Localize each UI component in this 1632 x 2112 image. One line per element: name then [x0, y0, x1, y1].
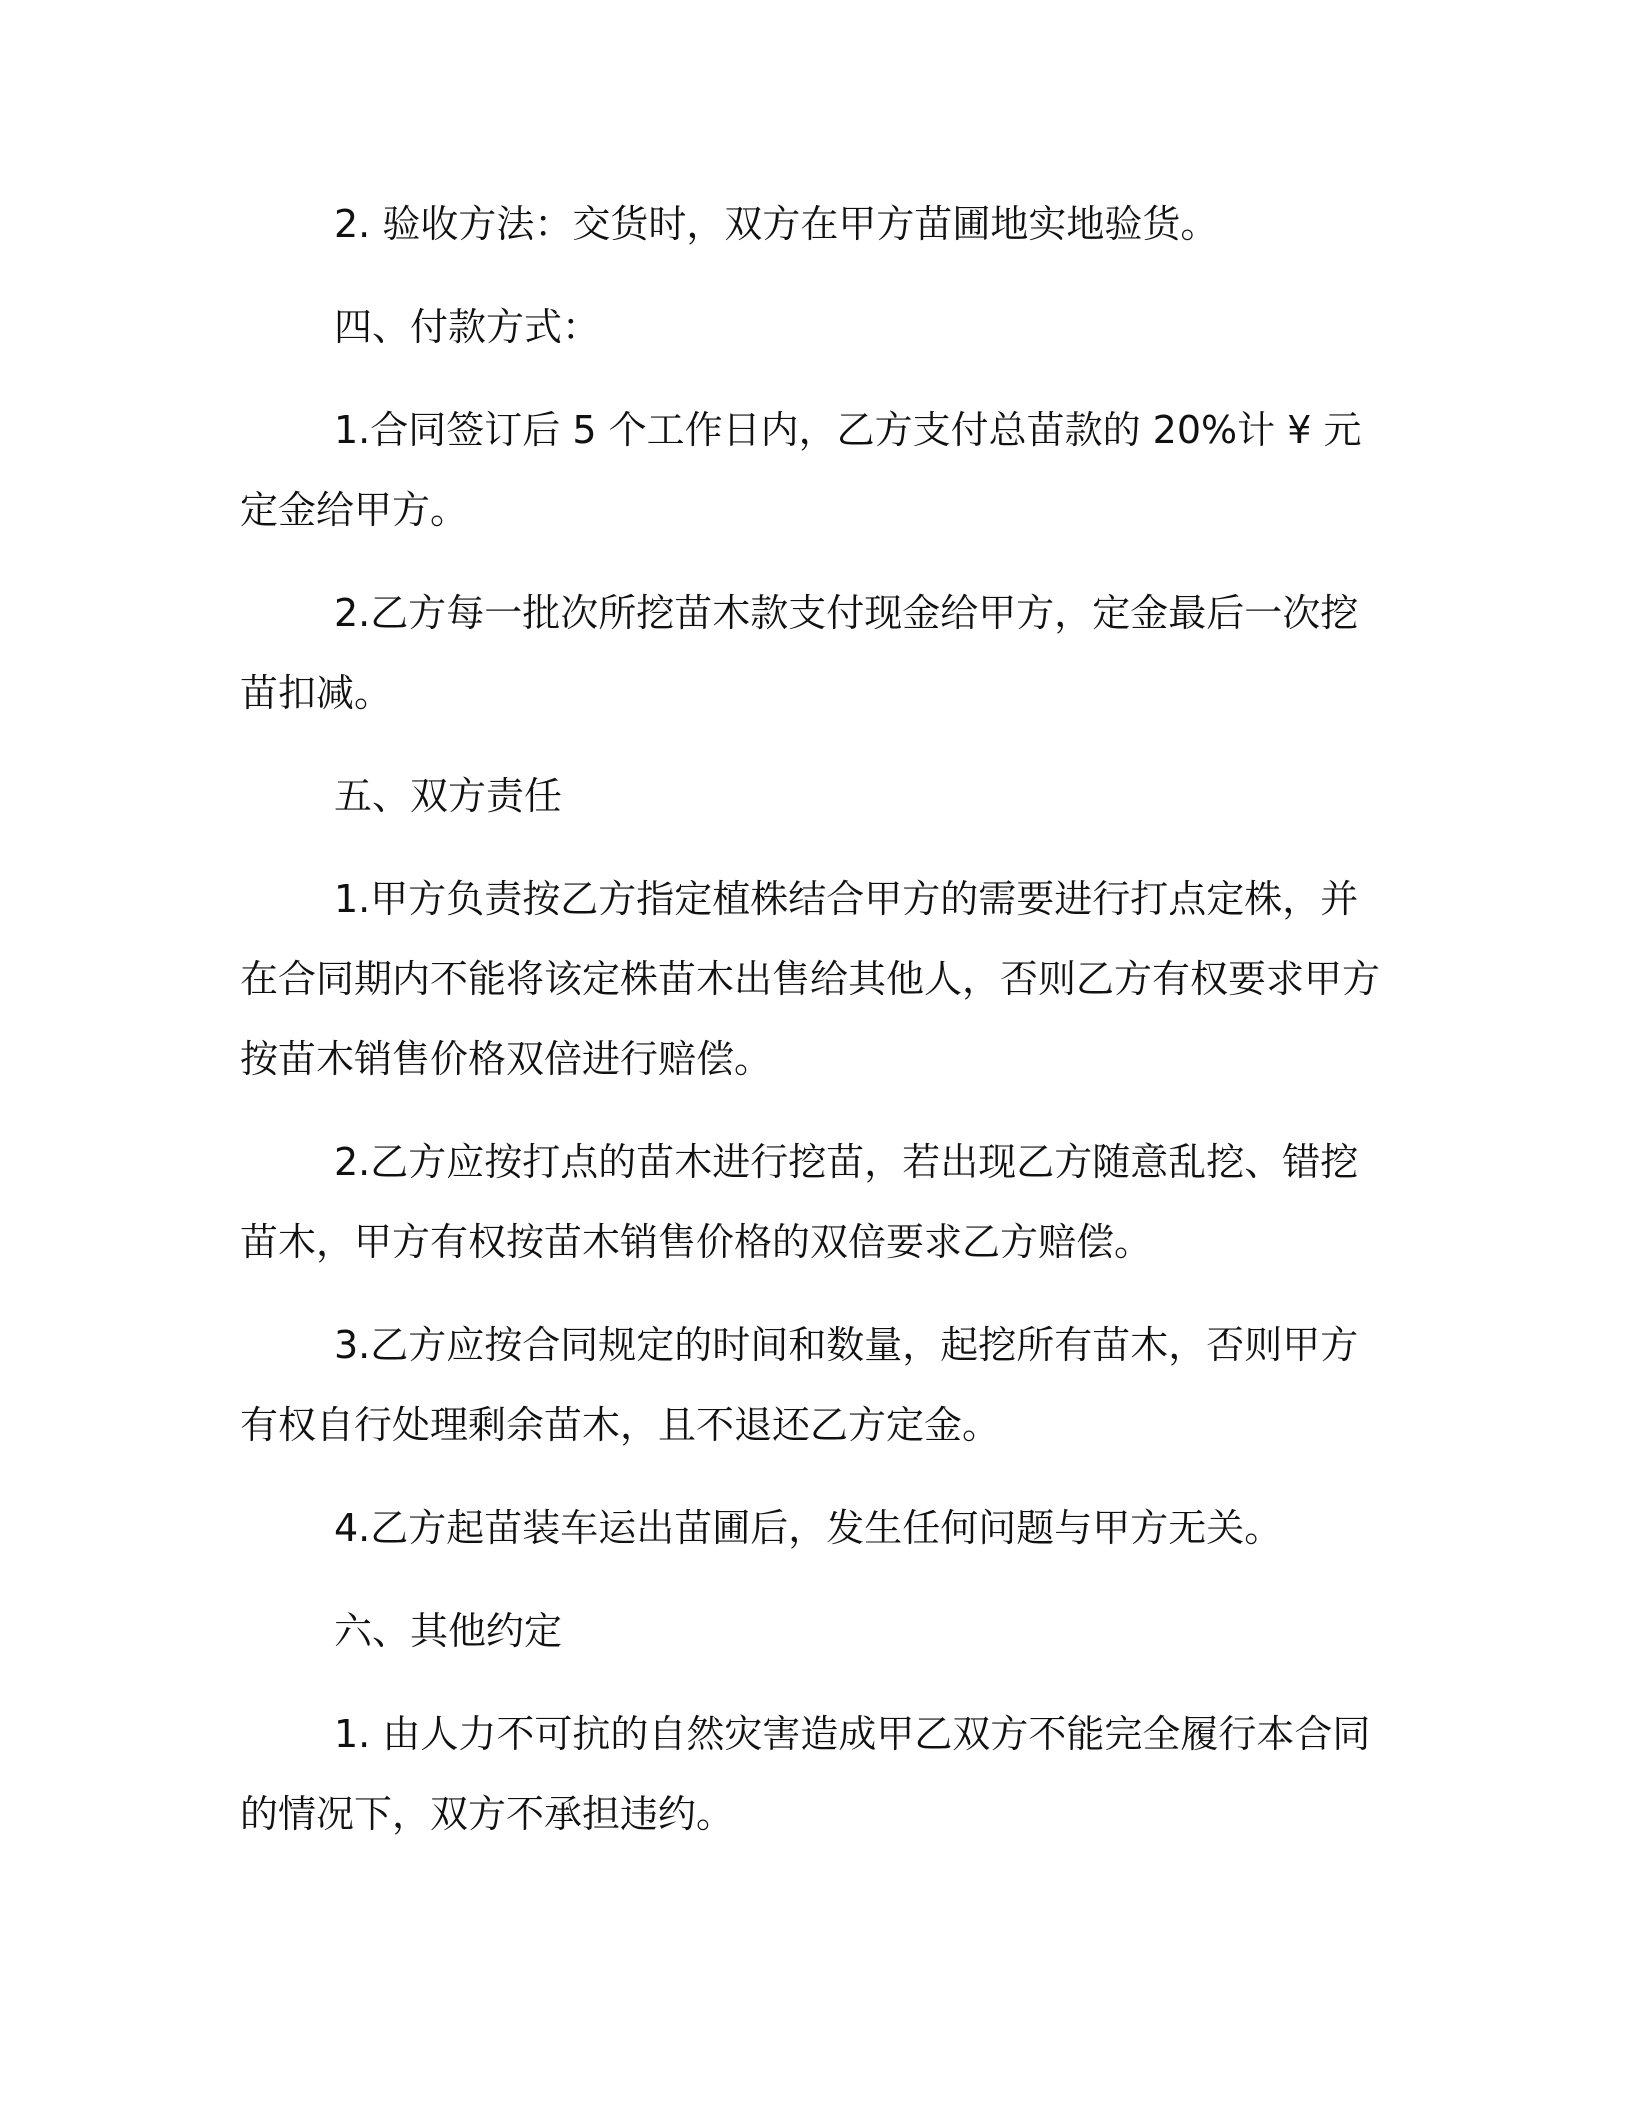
section-heading-responsibilities: 五、双方责任	[334, 774, 563, 818]
payment-clause-2: 2.乙方每一批次所挖苗木款支付现金给甲方，定金最后一次挖苗扣减。	[240, 591, 1359, 715]
section-heading-other: 六、其他约定	[334, 1609, 563, 1653]
responsibility-clause-4: 4.乙方起苗装车运出苗圃后，发生任何问题与甲方无关。	[334, 1506, 1283, 1550]
responsibility-clause-1: 1.甲方负责按乙方指定植株结合甲方的需要进行打点定株，并在合同期内不能将该定株苗木出售给其他人，否则乙方有权要求甲方按苗木销售价格双倍进行赔偿。	[240, 877, 1381, 1081]
section-heading-payment: 四、付款方式：	[334, 305, 601, 349]
acceptance-method-paragraph: 2. 验收方法：交货时，双方在甲方苗圃地实地验货。	[334, 202, 1219, 246]
responsibility-clause-3: 3.乙方应按合同规定的时间和数量，起挖所有苗木，否则甲方有权自行处理剩余苗木，且不退还乙方定金。	[240, 1323, 1359, 1447]
other-clause-1: 1. 由人力不可抗的自然灾害造成甲乙双方不能完全履行本合同的情况下，双方不承担违约。	[240, 1712, 1371, 1836]
payment-clause-1: 1.合同签订后 5 个工作日内，乙方支付总苗款的 20%计 ¥ 元定金给甲方。	[240, 408, 1362, 532]
document-body	[240, 184, 1380, 1877]
responsibility-clause-2: 2.乙方应按打点的苗木进行挖苗，若出现乙方随意乱挖、错挖苗木，甲方有权按苗木销售价格的双倍要求乙方赔偿。	[240, 1140, 1359, 1264]
